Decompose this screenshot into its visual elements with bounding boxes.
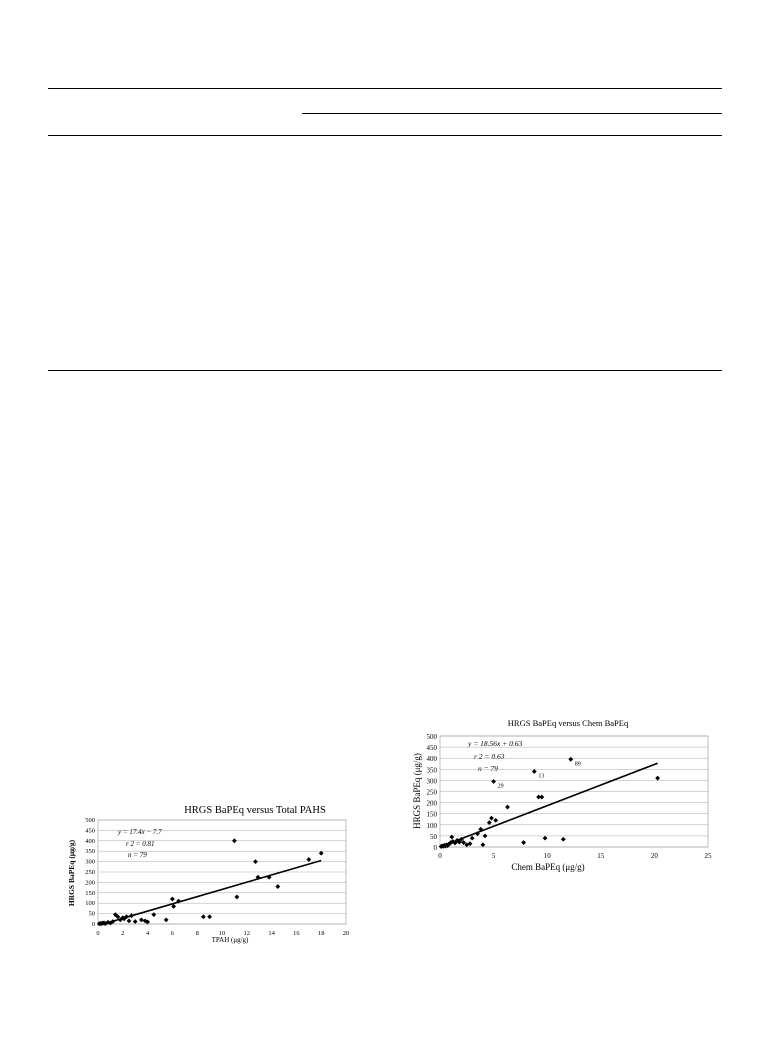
- data-point: [568, 757, 573, 762]
- chart-tpah: [60, 798, 370, 963]
- y-tick-label: 0: [91, 921, 95, 928]
- point-label: 89: [574, 761, 581, 768]
- trend-equation: y = 18.56x + 0.63: [468, 739, 523, 748]
- data-point: [491, 779, 496, 784]
- y-axis-label: HRGS BaPEq (μg/g): [412, 753, 422, 829]
- data-point: [319, 851, 324, 856]
- data-point: [483, 834, 488, 839]
- x-tick-label: 0: [96, 930, 100, 937]
- y-tick-label: 500: [85, 817, 95, 824]
- y-tick-label: 250: [85, 869, 95, 876]
- data-point: [139, 917, 144, 922]
- y-tick-label: 350: [85, 848, 95, 856]
- x-tick-label: 2: [121, 930, 125, 937]
- data-point: [234, 895, 239, 900]
- data-point: [561, 837, 566, 842]
- chart-chem-bapeq: [408, 716, 728, 878]
- x-tick-label: 5: [491, 852, 496, 860]
- data-point: [449, 835, 454, 840]
- data-point: [487, 820, 492, 825]
- x-tick-label: 10: [543, 852, 551, 860]
- y-axis-label: HRGS BaPEq (μg/g): [67, 839, 76, 907]
- r-squared-label: r 2 = 0.63: [474, 752, 505, 761]
- y-tick-label: 100: [426, 821, 437, 830]
- x-tick-label: 20: [650, 852, 658, 860]
- point-label: 29: [497, 783, 504, 790]
- data-point: [170, 897, 175, 902]
- data-point: [207, 914, 212, 919]
- y-tick-label: 200: [85, 879, 95, 887]
- x-axis-label: TPAH (μg/g): [211, 936, 249, 944]
- y-tick-label: 450: [426, 744, 437, 753]
- x-tick-label: 0: [438, 852, 442, 860]
- y-tick-label: 500: [426, 733, 437, 741]
- data-point: [489, 816, 494, 821]
- x-tick-label: 15: [597, 852, 605, 860]
- data-point: [543, 836, 548, 841]
- data-point: [232, 838, 237, 843]
- y-tick-label: 100: [85, 900, 95, 908]
- y-tick-label: 150: [85, 889, 95, 897]
- data-point: [493, 818, 498, 823]
- x-tick-label: 20: [342, 930, 350, 937]
- x-tick-label: 14: [268, 930, 275, 937]
- y-tick-label: 450: [85, 827, 95, 835]
- y-tick-label: 150: [426, 810, 437, 819]
- y-tick-label: 400: [426, 755, 437, 764]
- x-tick-label: 18: [317, 930, 325, 937]
- y-tick-label: 50: [430, 832, 437, 841]
- data-point: [539, 795, 544, 800]
- trend-line: [104, 860, 321, 923]
- data-point: [505, 805, 510, 810]
- data-point: [201, 914, 206, 919]
- x-tick-label: 6: [170, 930, 175, 937]
- data-point: [521, 840, 526, 845]
- data-point: [253, 859, 258, 864]
- data-point: [532, 769, 537, 774]
- x-tick-label: 16: [293, 930, 300, 937]
- data-point: [164, 917, 169, 922]
- table-bottom-rule: [48, 370, 722, 371]
- trend-line: [440, 763, 658, 847]
- y-tick-label: 0: [433, 844, 437, 852]
- data-point: [655, 776, 660, 781]
- y-tick-label: 350: [426, 766, 437, 775]
- x-tick-label: 12: [243, 930, 251, 937]
- y-tick-label: 300: [426, 777, 437, 786]
- x-tick-label: 8: [195, 930, 199, 937]
- r-squared-label: r 2 = 0.81: [126, 840, 155, 848]
- x-tick-label: 10: [218, 930, 226, 937]
- chart-title: HRGS BaPEq versus Total PAHS: [184, 805, 326, 816]
- data-point: [306, 857, 311, 862]
- data-point: [133, 919, 138, 924]
- x-tick-label: 4: [145, 930, 150, 937]
- point-label: 13: [538, 773, 545, 780]
- y-tick-label: 300: [85, 858, 95, 866]
- data-point: [480, 842, 485, 847]
- table-subheader-rule: [302, 113, 722, 114]
- table-header-rule: [48, 135, 722, 136]
- y-tick-label: 250: [426, 788, 437, 797]
- y-tick-label: 50: [88, 910, 95, 918]
- n-label: n = 79: [128, 851, 147, 859]
- data-point: [470, 836, 475, 841]
- y-tick-label: 200: [426, 799, 437, 808]
- chart-title: HRGS BaPEq versus Chem BaPEq: [507, 718, 629, 728]
- data-point: [275, 884, 280, 889]
- data-point: [127, 918, 132, 923]
- x-axis-label: Chem BaPEq (μg/g): [511, 862, 585, 872]
- x-tick-label: 25: [704, 852, 712, 860]
- n-label: n = 79: [478, 764, 499, 773]
- trend-equation: y = 17.4x − 7.7: [118, 828, 162, 836]
- table-top-rule: [48, 88, 722, 89]
- y-tick-label: 400: [85, 837, 95, 845]
- data-point: [151, 912, 156, 917]
